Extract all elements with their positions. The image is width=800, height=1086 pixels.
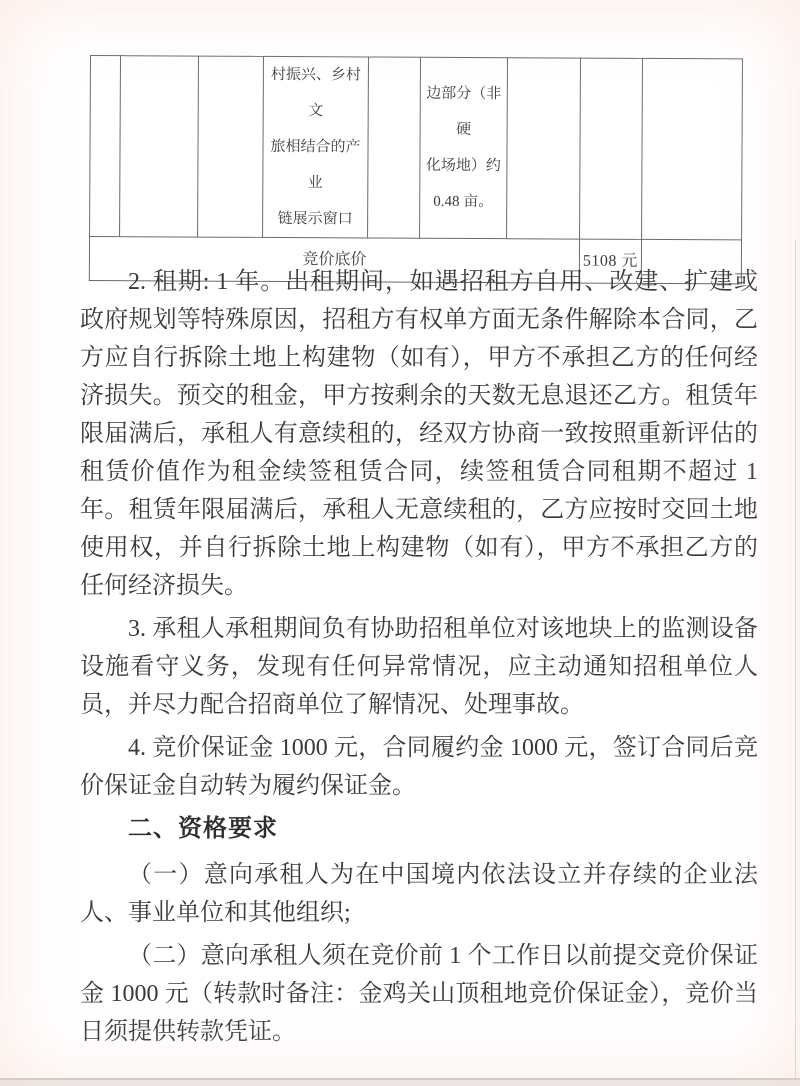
scan-background-strip — [0, 1080, 800, 1086]
empty-cell — [642, 58, 743, 240]
document-body — [80, 263, 758, 1056]
qualification-item-2: （二）意向承租人须在竞价前 1 个工作日以前提交竞价保证金 1000 元（转款时备注：金鸡关山顶租地竞价保证金），竞价当日须提供转款凭证。 — [80, 943, 758, 1045]
base-price-value-cell: 5108 元 — [579, 239, 641, 283]
empty-cell — [507, 58, 581, 239]
empty-cell — [580, 58, 643, 239]
clause-rent-term: 2. 租期: 1 年。出租期间，如遇招租方自用、改建、扩建或政府规划等特殊原因，招租方有权单方面无条件解除本合同，乙方应自行拆除土地上构建物（如有），甲方不承担乙方的任何经济损失。预交的租金，甲方按剩余的天数无息退还乙方。租赁年限届满后，承租人有意续租的，经双方协商一致按照重新评估的租赁价值作为租金续签租赁合同，续签租赁合同租期不超过 1 年。租赁年限届满后，承租人无意续租的，乙方应按时交回土地使用权，并自行拆除土地上构建物（如有），甲方不承担乙方的任何经济损失。 — [80, 269, 758, 599]
price-table — [89, 55, 743, 284]
qualification-item-1: （一）意向承租人为在中国境内依法设立并存续的企业法人、事业单位和其他组织; — [80, 862, 758, 926]
scan-page-right-edge — [795, 240, 796, 1080]
empty-cell — [90, 56, 121, 237]
industry-description-cell: 村振兴、乡村文 旅相结合的产业 链展示窗口 — [263, 56, 369, 238]
table-row-detail — [90, 56, 743, 240]
section-heading-qualifications: 二、资格要求 — [128, 815, 278, 842]
empty-cell — [368, 57, 421, 238]
empty-cell — [120, 56, 199, 237]
clause-monitoring-duty: 3. 承租人承租期间负有协助招租单位对该地块上的监测设备设施看守义务，发现有任何异常情况，应主动通知招租单位人员，并尽力配合招商单位了解情况、处理事故。 — [80, 616, 758, 718]
clause-deposit: 4. 竞价保证金 1000 元，合同履约金 1000 元，签订合同后竞价保证金自动转为履约保证金。 — [80, 735, 758, 799]
base-price-label-cell: 竞价底价 — [89, 237, 579, 284]
price-table-section — [89, 55, 743, 284]
area-description-cell: 边部分（非硬 化场地）约 0.48 亩。 — [420, 57, 508, 238]
empty-cell — [198, 56, 264, 237]
